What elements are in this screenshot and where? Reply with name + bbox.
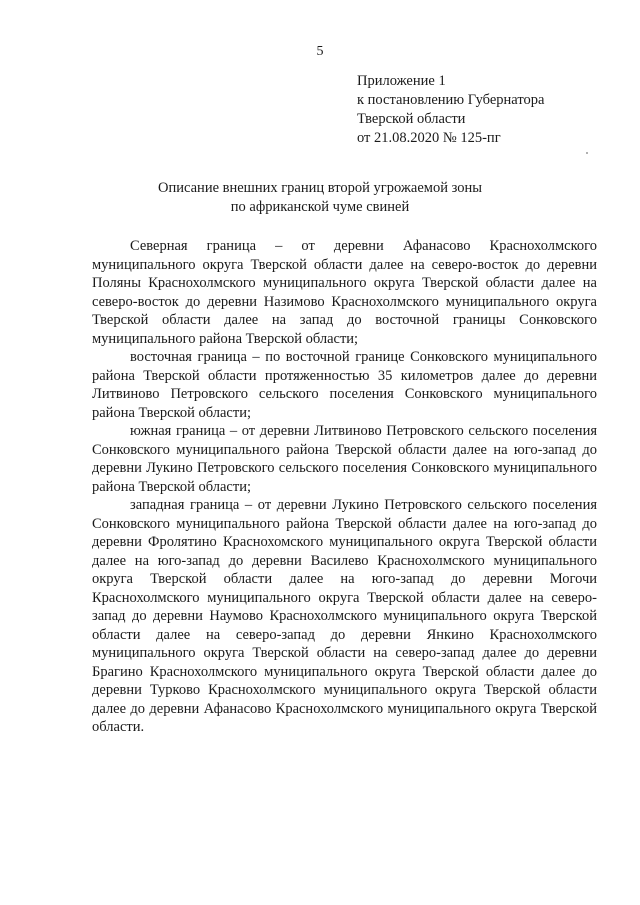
- document-title: [0, 179, 640, 217]
- appendix-line: от 21.08.2020 № 125-пг: [357, 130, 501, 146]
- paragraph-west-border: западная граница – от деревни Лукино Петровского сельского поселения Сонковского муниципального района Тверской области далее на юго-запад до деревни Фролятино Краснохомского муниципального округа Тверской области далее на юго-запад до деревни Василево Краснохолмского муниципального округа Тверской области далее на юго-запад до деревни Могочи Краснохолмского муниципального округа Тверской области далее на северо-запад до деревни Наумово Краснохолмского муниципального округа Тверской области далее на северо-запад до деревни Янкино Краснохолмского муниципального округа Тверской области на северо-запад далее до деревни Брагино Краснохолмского муниципального округа Тверской области далее до деревни Турково Краснохолмского муниципального округа Тверской области далее до деревни Афанасово Краснохолмского муниципального округа Тверской области.: [92, 497, 597, 735]
- appendix-line: к постановлению Губернатора: [357, 92, 545, 108]
- title-line: по африканской чуме свиней: [230, 199, 410, 215]
- paragraph-north-border: Северная граница – от деревни Афанасово Краснохолмского муниципального округа Тверской области далее на северо-восток до деревни Поляны Краснохолмского муниципального округа Тверской области далее на северо-восток до деревни Назимово Краснохолмского муниципального округа Тверской области далее на запад до восточной границы Сонковского муниципального района Тверской области;: [92, 238, 597, 347]
- appendix-line: Приложение 1: [357, 73, 446, 89]
- page-number: 5: [316, 44, 324, 59]
- paragraph-east-border: восточная граница – по восточной границе Сонковского муниципального района Тверской области протяженностью 35 километров далее до деревни Литвиново Петровского сельского поселения Сонковского муниципального района Тверской области;: [92, 349, 597, 421]
- title-line: Описание внешних границ второй угрожаемой зоны: [158, 180, 482, 196]
- scan-speck: [586, 152, 588, 154]
- paragraph-south-border: южная граница – от деревни Литвиново Петровского сельского поселения Сонковского муниципального района Тверской области далее на юго-запад до деревни Лукино Петровского сельского поселения Сонковского муниципального района Тверской области;: [92, 423, 597, 495]
- document-body: [92, 237, 597, 737]
- appendix-header: [357, 72, 544, 148]
- appendix-line: Тверской области: [357, 111, 466, 127]
